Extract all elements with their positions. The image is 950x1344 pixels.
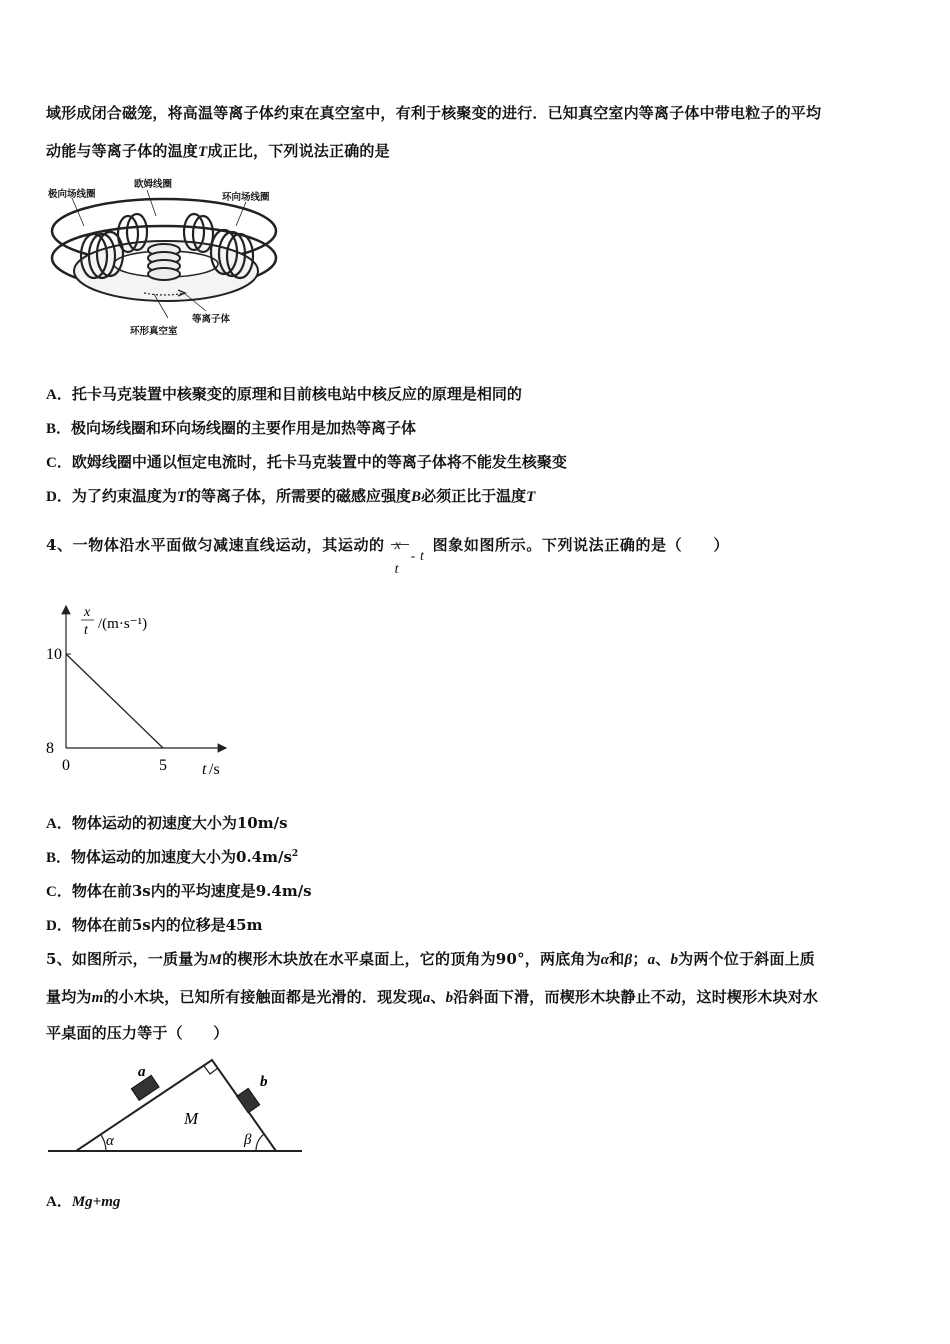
label-ohmic-coil: 欧姆线圈 xyxy=(134,180,173,190)
q4-stem: 4、一物体沿水平面做匀减速直线运动，其运动的 x t - t 图象如图所示。下列说法正确的是（ ） xyxy=(46,522,729,569)
q5-option-a: A．Mg+mg xyxy=(46,1194,121,1210)
series-line-0 xyxy=(66,654,163,748)
q5-stem-line-1: 5、如图所示，一质量为M的楔形木块放在水平桌面上，它的顶角为90°，两底角为α和β；a、b为两个位于斜面上质 xyxy=(46,950,815,968)
label-alpha: α xyxy=(106,1133,114,1149)
q5-stem-line-3: 平桌面的压力等于（ ） xyxy=(46,1024,229,1042)
q4-option-b: B．物体运动的加速度大小为$0.4m/s^2$ xyxy=(46,848,299,866)
y-tick-label-10: 10 xyxy=(46,646,62,663)
intro-line-2-pre: 动能与等离子体的温度 xyxy=(46,142,199,160)
label-M: M xyxy=(184,1109,199,1128)
label-toroidal-coil: 环向场线圈 xyxy=(222,193,270,203)
label-beta: β xyxy=(244,1132,252,1148)
q5-stem-line-2: 量均为m的小木块，已知所有接触面都是光滑的．现发现a、b沿斜面下滑，而楔形木块静止不动，这时楔形木块对水 xyxy=(46,988,819,1006)
y-tick-label-8: 8 xyxy=(46,740,54,757)
ohmic-coil-stack xyxy=(148,244,180,280)
x-tick-label-0: 0 xyxy=(62,757,70,774)
q4-chart xyxy=(36,598,236,784)
label-b: b xyxy=(260,1074,268,1090)
q3-option-a: A．托卡马克装置中核聚变的原理和目前核电站中核反应的原理是相同的 xyxy=(46,385,522,403)
intro-line-2 xyxy=(46,140,390,161)
x-label-var: t xyxy=(202,761,207,778)
label-poloidal-coil: 极向场线圈 xyxy=(48,190,96,200)
label-chamber: 环形真空室 xyxy=(130,327,178,337)
intro-line-1: 域形成闭合磁笼，将高温等离子体约束在真空室中，有利于核聚变的进行．已知真空室内等离子体中带电粒子的平均 xyxy=(46,104,822,122)
q4-option-c: C．物体在前3s内的平均速度是9.4m/s xyxy=(46,882,312,900)
x-tick-label-5: 5 xyxy=(159,757,167,774)
tokamak-figure xyxy=(44,176,284,344)
block-b xyxy=(237,1088,260,1112)
q3-option-b: B．极向场线圈和环向场线圈的主要作用是加热等离子体 xyxy=(46,419,417,437)
y-label-den: t xyxy=(84,623,88,638)
y-label-unit: /(m·s⁻¹) xyxy=(98,616,148,632)
q4-fraction: x t - t xyxy=(389,523,423,569)
q4-option-d: D．物体在前5s内的位移是45m xyxy=(46,916,263,934)
wedge-figure xyxy=(44,1052,306,1156)
temperature-var: T xyxy=(198,144,208,160)
label-plasma: 等离子体 xyxy=(192,315,231,325)
x-label-unit: /s xyxy=(209,761,220,778)
q3-option-d: D．为了约束温度为T的等离子体，所需要的磁感应强度B必须正比于温度T xyxy=(46,487,536,505)
intro-line-2-post: 成正比，下列说法正确的是 xyxy=(207,142,390,160)
beta-arc xyxy=(256,1134,264,1151)
q3-option-c: C．欧姆线圈中通以恒定电流时，托卡马克装置中的等离子体将不能发生核聚变 xyxy=(46,453,567,471)
q4-option-a: A．物体运动的初速度大小为10m/s xyxy=(46,814,288,832)
y-label-num: x xyxy=(84,605,91,620)
label-a: a xyxy=(138,1064,146,1080)
